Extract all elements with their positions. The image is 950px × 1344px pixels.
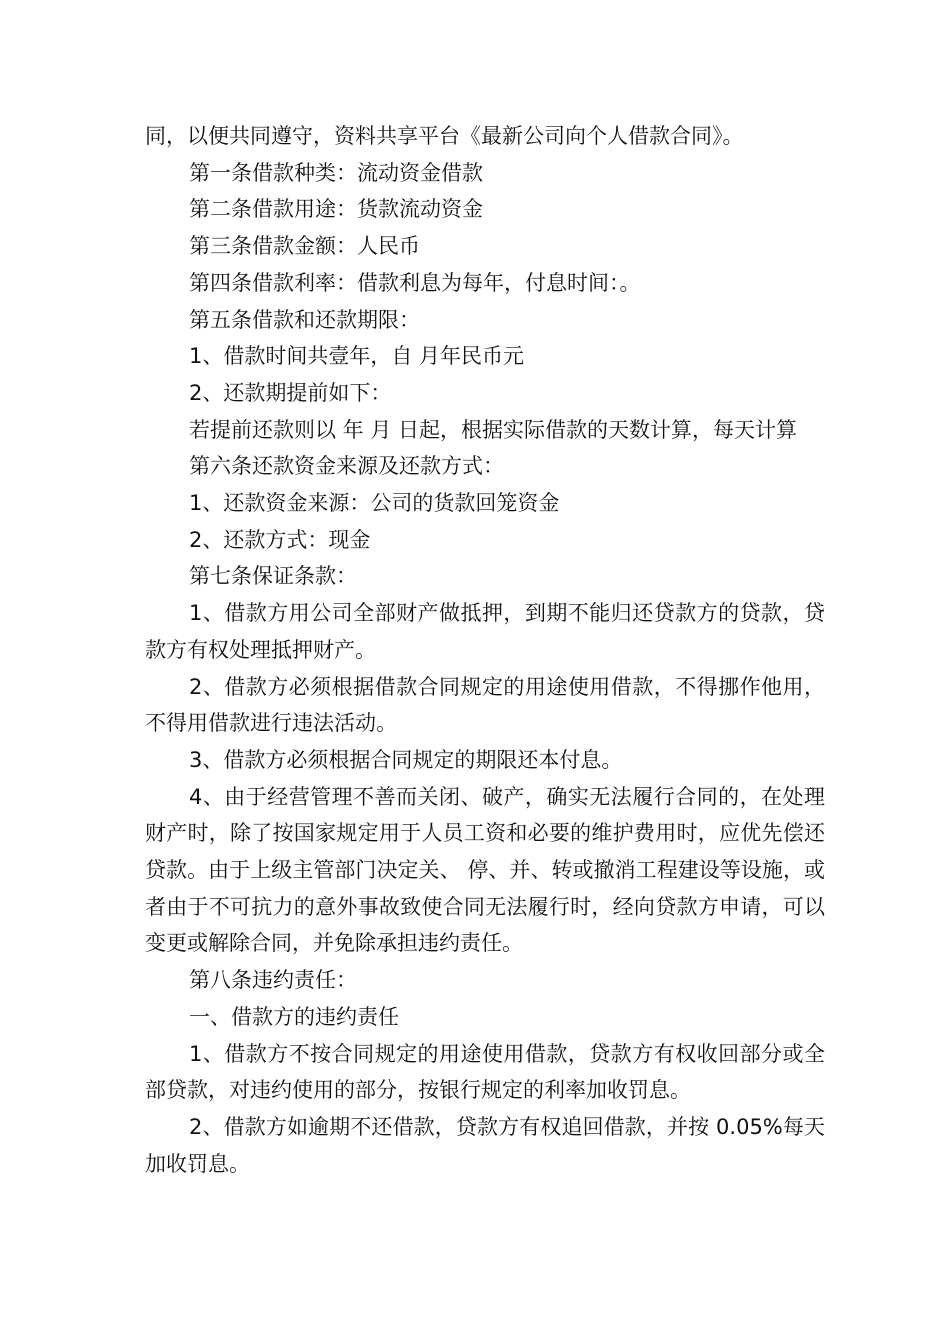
paragraph-12: 第七条保证条款：	[189, 564, 357, 589]
paragraph-9: 第六条还款资金来源及还款方式：	[189, 454, 504, 479]
paragraph-6: 1、借款时间共壹年，自 月年民币元	[189, 344, 525, 369]
paragraph-0: 同，以便共同遵守，资料共享平台《最新公司向个人借款合同》。	[145, 124, 744, 148]
paragraph-16: 4、由于经营管理不善而关闭、破产，确实无法履行合同的，在处理财产时，除了按国家规定用于人员工资和必要的维护费用时，应优先偿还贷款。由于上级主管部门决定关、 停、并、转或撤消工程建设等设施，或者由于不可抗力的意外事故致使合同无法履行时，经向贷款方申请，可以变更或解除合同，并免除承担违约责任。	[145, 784, 825, 956]
paragraph-11: 2、还款方式：现金	[189, 527, 371, 552]
paragraph-7: 2、还款期提前如下：	[189, 380, 392, 405]
paragraph-3: 第三条借款金额：人民币	[189, 234, 420, 259]
paragraph-18: 一、借款方的违约责任	[189, 1004, 399, 1029]
paragraph-4: 第四条借款利率：借款利息为每年，付息时间：。	[189, 270, 641, 295]
paragraph-13: 1、借款方用公司全部财产做抵押，到期不能归还贷款方的贷款，贷款方有权处理抵押财产。	[145, 601, 825, 662]
paragraph-15: 3、借款方必须根据合同规定的期限还本付息。	[189, 747, 623, 772]
paragraph-19: 1、借款方不按合同规定的用途使用借款，贷款方有权收回部分或全部贷款，对违约使用的部分，按银行规定的利率加收罚息。	[145, 1041, 825, 1103]
paragraph-14: 2、借款方必须根据借款合同规定的用途使用借款，不得挪作他用，不得用借款进行违法活动。	[145, 674, 825, 736]
paragraph-1: 第一条借款种类：流动资金借款	[189, 160, 483, 185]
paragraph-8: 若提前还款则以 年 月 日起，根据实际借款的天数计算，每天计算	[189, 417, 798, 442]
paragraph-2: 第二条借款用途：货款流动资金	[189, 197, 483, 222]
document-body	[145, 118, 825, 1182]
paragraph-10: 1、还款资金来源：公司的货款回笼资金	[189, 491, 560, 516]
paragraph-5: 第五条借款和还款期限：	[189, 307, 420, 332]
paragraph-17: 第八条违约责任：	[189, 968, 357, 993]
paragraph-20: 2、借款方如逾期不还借款，贷款方有权追回借款，并按 0.05%每天加收罚息。	[145, 1114, 825, 1176]
